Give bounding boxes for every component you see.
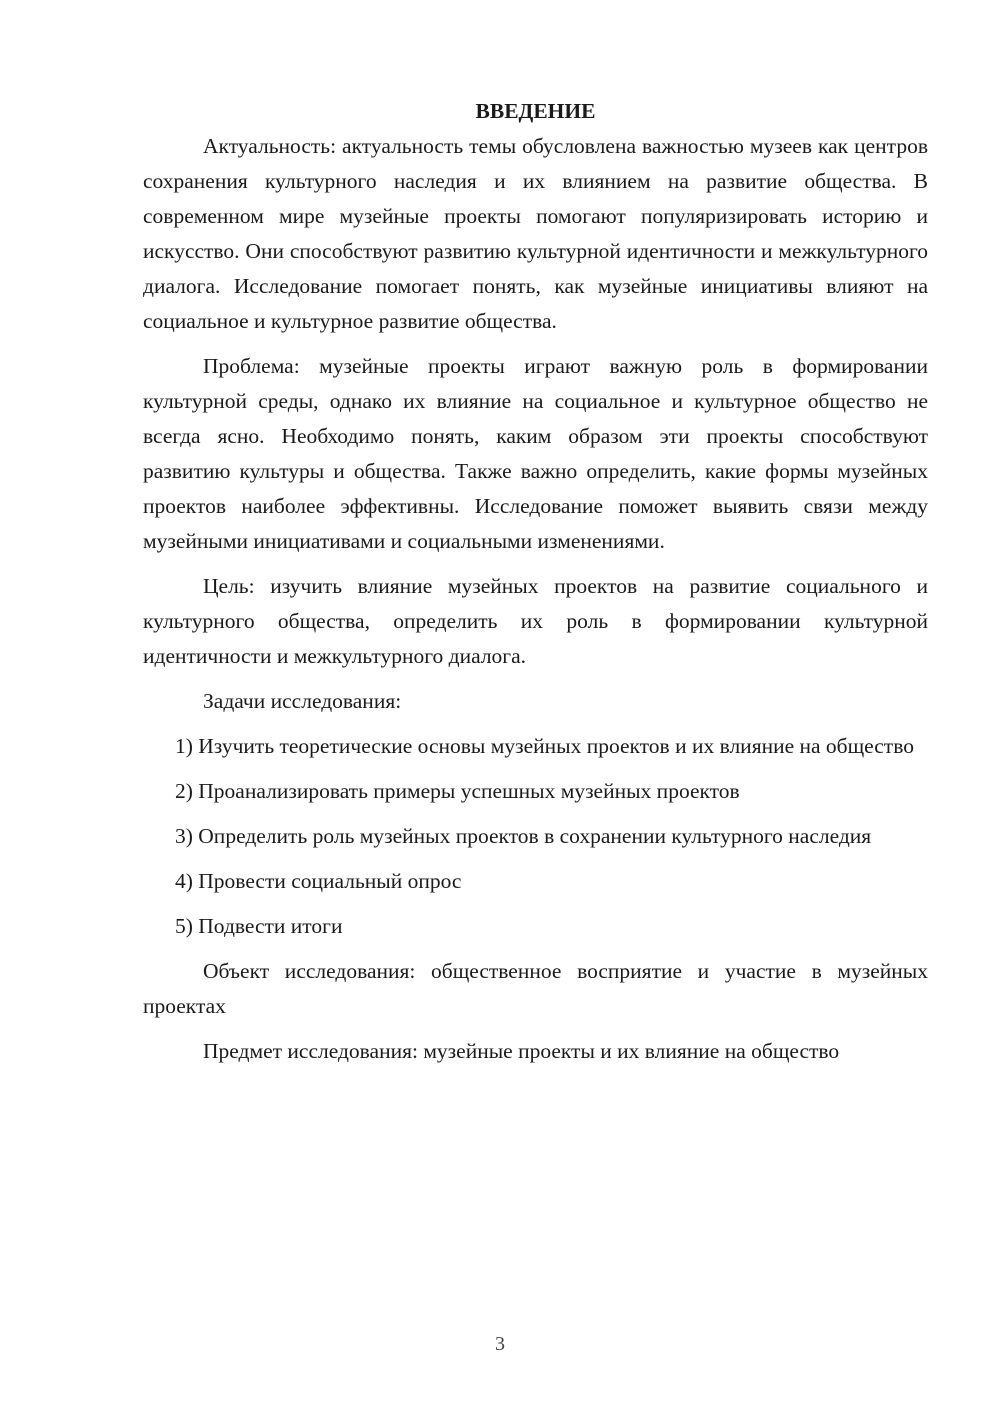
task-item-1: 1) Изучить теоретические основы музейных проектов и их влияние на общество bbox=[175, 734, 914, 758]
goal-paragraph: Цель: изучить влияние музейных проектов на развитие социального и культурного общества, определить их роль в формировании культурной идентичности и межкультурного диалога. bbox=[143, 574, 928, 668]
problem-paragraph: Проблема: музейные проекты играют важную роль в формировании культурной среды, однако их влияние на социальное и культурное общество не всегда ясно. Необходимо понять, каким образом эти проекты способствуют развитию культуры и общества. Также важно определить, какие формы музейных проектов наиболее эффективны. Исследование поможет выявить связи между музейными инициативами и социальными изменениями. bbox=[143, 354, 928, 553]
task-item-5: 5) Подвести итоги bbox=[175, 914, 343, 938]
task-item-3: 3) Определить роль музейных проектов в сохранении культурного наследия bbox=[175, 824, 872, 848]
page-number: 3 bbox=[495, 1333, 505, 1355]
object-paragraph: Объект исследования: общественное восприятие и участие в музейных проектах bbox=[143, 959, 928, 1018]
document-page bbox=[143, 94, 928, 1069]
task-item-2: 2) Проанализировать примеры успешных музейных проектов bbox=[175, 779, 740, 803]
tasks-heading: Задачи исследования: bbox=[203, 689, 402, 713]
subject-paragraph: Предмет исследования: музейные проекты и их влияние на общество bbox=[203, 1039, 840, 1063]
relevance-paragraph: Актуальность: актуальность темы обусловлена важностью музеев как центров сохранения культурного наследия и их влиянием на развитие общества. В современном мире музейные проекты помогают популяризировать историю и искусство. Они способствуют развитию культурной идентичности и межкультурного диалога. Исследование помогает понять, как музейные инициативы влияют на социальное и культурное развитие общества. bbox=[143, 134, 928, 333]
task-item-4: 4) Провести социальный опрос bbox=[175, 869, 462, 893]
section-title: ВВЕДЕНИЕ bbox=[475, 99, 596, 123]
